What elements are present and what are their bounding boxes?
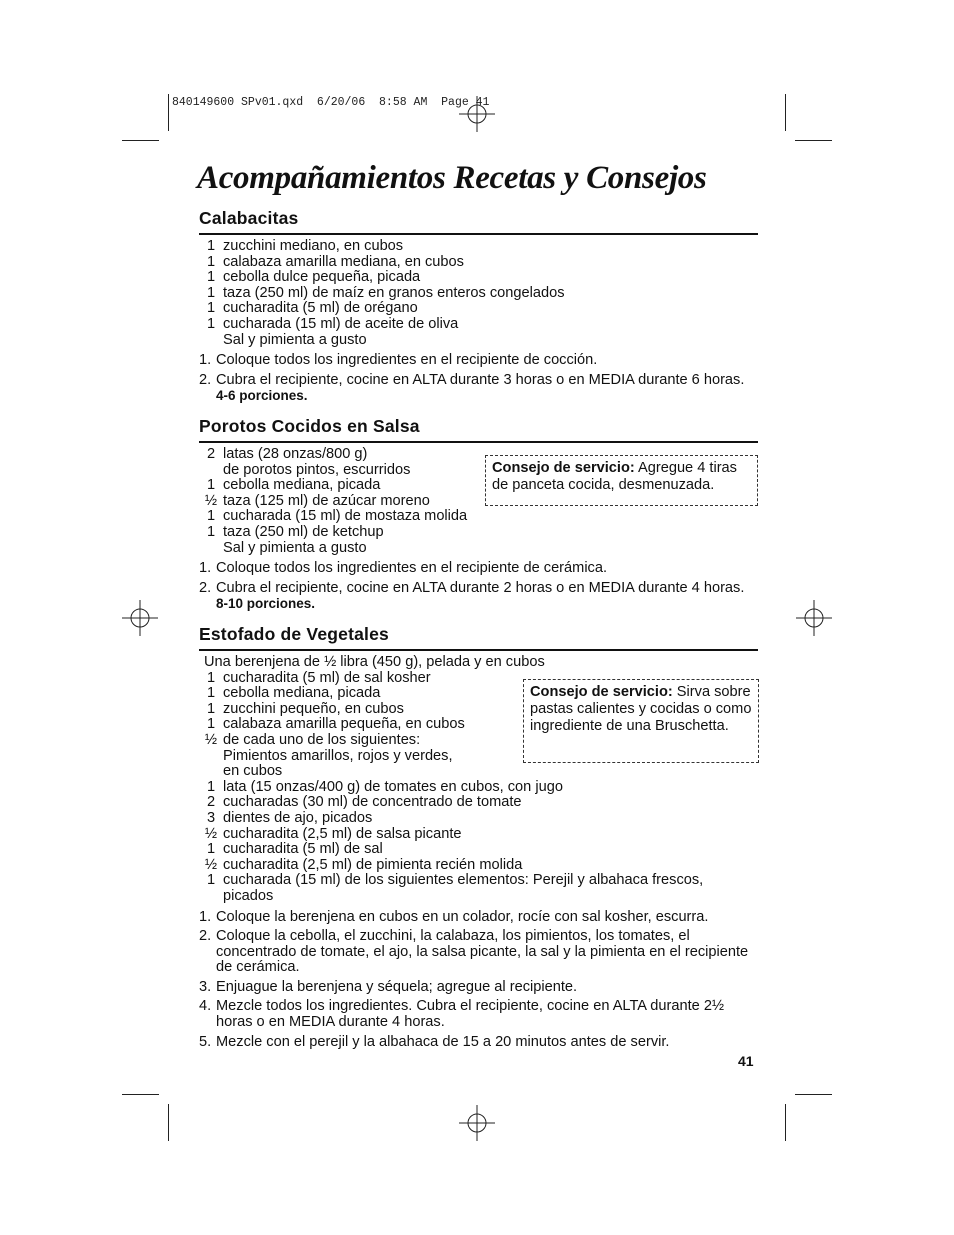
ingredient-row — [199, 827, 758, 843]
ingredient-row — [199, 811, 758, 827]
step-list — [199, 353, 758, 388]
step-number: 4. — [199, 998, 212, 1015]
ingredient-quantity: 1 — [206, 523, 216, 540]
ingredient-text: cucharada (15 ml) de aceite de oliva — [223, 315, 459, 332]
ingredient-text: taza (250 ml) de maíz en granos enteros congelados — [223, 284, 565, 301]
step-item — [199, 980, 758, 996]
step-list — [199, 910, 758, 1051]
ingredient-quantity: 1 — [206, 300, 216, 317]
ingredient-text: cebolla dulce pequeña, picada — [223, 269, 421, 286]
ingredient-quantity: 3 — [206, 809, 216, 826]
step-text: Enjuague la berenjena y séquela; agregue al recipiente. — [216, 978, 578, 995]
crop-mark — [795, 140, 832, 141]
recipe-heading: Calabacitas — [199, 208, 758, 235]
crop-mark — [168, 1104, 169, 1141]
ingredient-row — [199, 541, 758, 557]
recipe-heading: Estofado de Vegetales — [199, 624, 758, 651]
crop-mark — [122, 1094, 159, 1095]
ingredient-quantity: 1 — [206, 669, 216, 686]
recipe-heading: Porotos Cocidos en Salsa — [199, 416, 758, 443]
step-item — [199, 929, 758, 976]
step-text: Cubra el recipiente, cocine en ALTA durante 2 horas o en MEDIA durante 4 horas. — [216, 579, 745, 596]
step-number: 5. — [199, 1033, 212, 1050]
step-text: Cubra el recipiente, cocine en ALTA durante 3 horas o en MEDIA durante 6 horas. — [216, 371, 745, 388]
ingredient-quantity: 1 — [206, 700, 216, 717]
crop-mark — [168, 94, 169, 131]
servings: 4-6 porciones. — [216, 388, 308, 404]
ingredient-row — [199, 780, 758, 796]
ingredient-quantity: 1 — [206, 508, 216, 525]
ingredient-row — [199, 286, 758, 302]
serving-tip — [523, 679, 759, 763]
ingredient-row — [199, 764, 758, 780]
ingredient-row — [199, 525, 758, 541]
ingredient-quantity: 1 — [206, 315, 216, 332]
ingredient-text: lata (15 onzas/400 g) de tomates en cubos, con jugo — [223, 778, 563, 795]
ingredient-text: taza (125 ml) de azúcar moreno — [223, 492, 430, 509]
ingredient-text: picados — [223, 887, 274, 904]
ingredient-quantity: 1 — [206, 253, 216, 270]
ingredient-text: taza (250 ml) de ketchup — [223, 523, 384, 540]
ingredient-list — [199, 239, 758, 348]
step-item — [199, 561, 758, 577]
ingredient-row — [199, 255, 758, 271]
servings: 8-10 porciones. — [216, 596, 316, 612]
step-item — [199, 373, 758, 389]
tip-label: Consejo de servicio: — [530, 684, 673, 700]
recipe-porotos — [199, 416, 758, 611]
ingredient-row — [199, 858, 758, 874]
ingredient-quantity — [199, 889, 223, 905]
ingredient-row — [199, 239, 758, 255]
ingredient-text: cucharadas (30 ml) de concentrado de tomate — [223, 794, 522, 811]
registration-mark-icon — [122, 600, 158, 636]
ingredient-text: de porotos pintos, escurridos — [223, 461, 411, 478]
tip-label: Consejo de servicio: — [492, 460, 635, 476]
ingredient-quantity: 2 — [206, 794, 216, 811]
ingredient-quantity: ½ — [204, 825, 218, 842]
ingredient-text: latas (28 onzas/800 g) — [223, 446, 368, 462]
ingredient-quantity: 1 — [206, 238, 216, 254]
crop-mark — [795, 1094, 832, 1095]
ingredient-text: zucchini mediano, en cubos — [223, 238, 404, 254]
ingredient-quantity: 1 — [206, 284, 216, 301]
ingredient-quantity: 1 — [206, 685, 216, 702]
ingredient-text: cucharada (15 ml) de mostaza molida — [223, 508, 468, 525]
crop-mark — [122, 140, 159, 141]
step-list — [199, 561, 758, 596]
ingredient-quantity: ½ — [204, 492, 218, 509]
ingredient-row — [199, 889, 758, 905]
ingredient-text: dientes de ajo, picados — [223, 809, 373, 826]
ingredient-row — [199, 317, 758, 333]
step-text: Mezcle todos los ingredientes. Cubra el recipiente, cocine en ALTA durante 2½ horas o en MEDIA durante 4 horas. — [216, 998, 725, 1031]
step-text: Coloque todos los ingredientes en el recipiente de cerámica. — [216, 560, 608, 577]
ingredient-quantity: 1 — [206, 716, 216, 733]
ingredient-quantity: 1 — [206, 269, 216, 286]
step-number: 1. — [199, 560, 212, 577]
ingredient-text: Pimientos amarillos, rojos y verdes, — [223, 747, 453, 764]
ingredient-quantity — [199, 541, 223, 557]
ingredient-text: calabaza amarilla mediana, en cubos — [223, 253, 464, 270]
ingredient-text: Sal y pimienta a gusto — [223, 331, 367, 348]
step-item — [199, 1035, 758, 1051]
step-item — [199, 353, 758, 369]
ingredient-text: cucharadita (2,5 ml) de salsa picante — [223, 825, 462, 842]
tip-text: Sirva sobre pastas calientes y cocidas o como ingrediente de una Bruschetta. — [530, 684, 752, 734]
ingredient-quantity: 1 — [206, 778, 216, 795]
step-number: 1. — [199, 352, 212, 369]
ingredient-text: cebolla mediana, picada — [223, 477, 381, 494]
ingredient-quantity — [199, 333, 223, 349]
registration-mark-icon — [459, 96, 495, 132]
step-text: Coloque la cebolla, el zucchini, la calabaza, los pimientos, los tomates, el concentrado de tomate, el ajo, la salsa picante, la sal y la pimienta en el recipiente de cerámica. — [216, 928, 749, 976]
ingredient-row — [199, 842, 758, 858]
ingredient-text: en cubos — [223, 763, 283, 780]
ingredient-text: cucharadita (5 ml) de sal kosher — [223, 669, 431, 686]
crop-mark — [785, 94, 786, 131]
ingredient-quantity: 1 — [206, 477, 216, 494]
registration-mark-icon — [459, 1105, 495, 1141]
step-number: 1. — [199, 908, 212, 925]
ingredient-quantity: 1 — [206, 872, 216, 889]
step-text: Coloque la berenjena en cubos en un colador, rocíe con sal kosher, escurra. — [216, 908, 709, 925]
recipe-calabacitas — [199, 208, 758, 403]
ingredient-text: cucharada (15 ml) de los siguientes elementos: Perejil y albahaca frescos, — [223, 872, 704, 889]
ingredient-row — [199, 301, 758, 317]
ingredient-text: calabaza amarilla pequeña, en cubos — [223, 716, 465, 733]
ingredient-text: cebolla mediana, picada — [223, 685, 381, 702]
ingredient-text: de cada uno de los siguientes: — [223, 731, 421, 748]
ingredient-row — [199, 873, 758, 889]
step-text: Coloque todos los ingredientes en el recipiente de cocción. — [216, 352, 598, 369]
ingredient-text: cucharadita (5 ml) de sal — [223, 841, 383, 858]
ingredient-row — [199, 509, 758, 525]
ingredient-quantity: 1 — [206, 841, 216, 858]
ingredient-text: Sal y pimienta a gusto — [223, 539, 367, 556]
ingredient-text: cucharadita (5 ml) de orégano — [223, 300, 418, 317]
ingredient-quantity: ½ — [204, 731, 218, 748]
tip-text: Agregue 4 tiras de panceta cocida, desmenuzada. — [492, 460, 737, 493]
ingredient-quantity: ½ — [204, 856, 218, 873]
step-item — [199, 581, 758, 597]
serving-tip — [485, 455, 758, 506]
ingredient-row — [199, 333, 758, 349]
page-title: Acompañamientos Recetas y Consejos — [197, 160, 707, 196]
step-number: 3. — [199, 978, 212, 995]
ingredient-row — [199, 795, 758, 811]
ingredient-text: zucchini pequeño, en cubos — [223, 700, 404, 717]
ingredient-text: cucharadita (2,5 ml) de pimienta recién molida — [223, 856, 523, 873]
ingredient-quantity — [199, 764, 223, 780]
page-number: 41 — [738, 1053, 754, 1069]
step-number: 2. — [199, 371, 212, 388]
step-number: 2. — [199, 579, 212, 596]
step-item — [199, 999, 758, 1030]
ingredient-intro: Una berenjena de ½ libra (450 g), pelada y en cubos — [204, 654, 545, 670]
step-text: Mezcle con el perejil y la albahaca de 15 a 20 minutos antes de servir. — [216, 1033, 670, 1050]
crop-mark — [785, 1104, 786, 1141]
ingredient-quantity: 2 — [206, 446, 216, 462]
ingredient-row — [199, 270, 758, 286]
ingredient-quantity — [199, 749, 223, 765]
ingredient-quantity — [199, 463, 223, 479]
step-number: 2. — [199, 928, 212, 945]
print-slug: 840149600 SPv01.qxd 6/20/06 8:58 AM Page 41 — [172, 96, 490, 109]
step-item — [199, 910, 758, 926]
registration-mark-icon — [796, 600, 832, 636]
